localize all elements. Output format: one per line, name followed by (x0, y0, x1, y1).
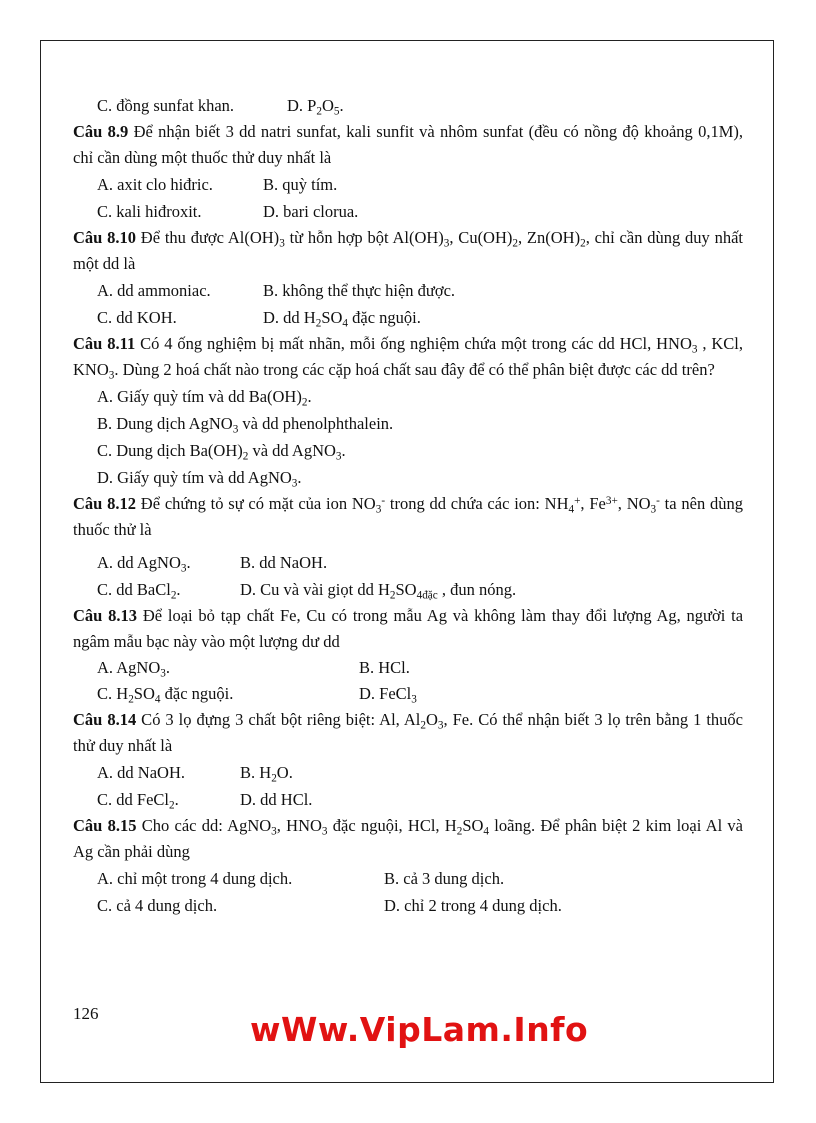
option-d: D. dd $H_2SO_4$ đặc nguội. (263, 308, 421, 330)
option-c: C. $H_2SO_4$ đặc nguội. (97, 684, 234, 706)
option-c: C. dd FeCl$_2$. (97, 790, 179, 812)
question-8-13 (73, 603, 743, 655)
option-b: B. dd NaOH. (240, 553, 328, 572)
option-d: D. chỉ 2 trong 4 dung dịch. (384, 896, 562, 915)
option-row (73, 277, 743, 304)
question-8-10: Câu 8.10 Để thu được $Al(OH)_3$ từ hỗn hợp bột $Al(OH)_3$, $Cu(OH)_2$, $Zn(OH)_2$, chỉ cần dùng duy nhất một dd là (73, 228, 744, 273)
option-a: A. chỉ một trong 4 dung dịch. (97, 869, 293, 888)
question-8-11: Câu 8.11 Có 4 ống nghiệm bị mất nhãn, mỗi ống nghiệm chứa một trong các dd HCl, $HNO_3$ , KCl, $KNO_3$. Dùng 2 hoá chất nào trong các cặp hoá chất sau đây để có thể phân biệt được các dd trên? (73, 334, 743, 382)
option-row (73, 786, 743, 813)
option-row (73, 655, 743, 681)
option-c: C. dd BaCl$_2$. (97, 580, 181, 602)
option-d: D. $P_2O_5$. (287, 96, 344, 118)
option-row (73, 576, 743, 603)
option-a: A. axit clo hiđric. (97, 175, 213, 194)
question-8-9 (73, 119, 743, 171)
option-c: C. cả 4 dung dịch. (97, 896, 218, 915)
option-d: D. Giấy quỳ tím và dd AgNO$_3$. (97, 468, 302, 490)
option-row (73, 759, 743, 786)
option-row (73, 198, 743, 225)
option-b: B. Dung dịch AgNO$_3$ và dd phenolphthalein. (97, 414, 394, 436)
option-b: B. HCl. (359, 658, 410, 677)
option-c: C. kali hiđroxit. (97, 202, 202, 221)
option-row (73, 681, 743, 707)
page-number: 126 (73, 1004, 99, 1023)
question-number: Câu 8.13 (73, 606, 138, 625)
option-b: B. không thể thực hiện được. (263, 281, 456, 300)
option-c: C. dd KOH. (97, 308, 177, 327)
question-8-14: Câu 8.14 Có 3 lọ đựng 3 chất bột riêng biệt: Al, $Al_2O_3$, Fe. Có thể nhận biết 3 lọ trên bằng 1 thuốc thử duy nhất là (73, 710, 743, 755)
page-content (73, 92, 743, 919)
option-a: A. Giấy quỳ tím và dd $Ba(OH)_2$. (97, 387, 312, 409)
option-row (73, 892, 743, 919)
option-a: A. AgNO$_3$. (97, 658, 170, 680)
question-number: Câu 8.14 (73, 710, 137, 729)
question-number: Câu 8.15 (73, 816, 137, 835)
question-number: Câu 8.12 (73, 494, 137, 513)
question-8-12: Câu 8.12 Để chứng tỏ sự có mặt của ion $NO_3^-$ trong dd chứa các ion: $NH_4^+$, $Fe^{3+}$, $NO_3^-$ ta nên dùng thuốc thử là (73, 494, 743, 539)
option-row (73, 171, 743, 198)
option-row (73, 304, 743, 331)
option-d: D. Cu và vài giọt dd $H_2SO_{4đặc}$ , đun nóng. (240, 580, 517, 602)
option-b: B. quỳ tím. (263, 175, 338, 194)
option-a: A. dd NaOH. (97, 763, 185, 782)
option-row (73, 865, 743, 892)
question-number: Câu 8.9 (73, 122, 129, 141)
option-b: B. $H_2O$. (240, 763, 293, 785)
option-c: C. Dung dịch $Ba(OH)_2$ và dd AgNO$_3$. (97, 441, 346, 463)
option-row (73, 549, 743, 576)
question-number: Câu 8.10 (73, 228, 137, 247)
option-row (73, 92, 743, 119)
watermark-logo: wWw.VipLam.Info (250, 1010, 589, 1049)
option-d: D. FeCl$_3$ (359, 684, 417, 706)
option-a: A. dd ammoniac. (97, 281, 211, 300)
question-stem: Để loại bỏ tạp chất Fe, Cu có trong mẫu Ag và không làm thay đổi lượng Ag, người ta ngâm mẫu bạc này vào một lượng dư dd (73, 606, 744, 651)
question-number: Câu 8.11 (73, 334, 136, 353)
option-a: A. dd AgNO$_3$. (97, 553, 191, 575)
option-c: C. đồng sunfat khan. (97, 96, 235, 115)
option-d: D. bari clorua. (263, 202, 359, 221)
option-d: D. dd HCl. (240, 790, 313, 809)
question-stem: Để nhận biết 3 dd natri sunfat, kali sunfit và nhôm sunfat (đều có nồng độ khoảng 0,1M), chỉ cần dùng một thuốc thử duy nhất là (73, 122, 744, 167)
question-8-15: Câu 8.15 Cho các dd: AgNO$_3$, $HNO_3$ đặc nguội, HCl, $H_2SO_4$ loãng. Để phân biệt 2 kim loại Al và Ag cần phải dùng (73, 816, 744, 861)
option-b: B. cả 3 dung dịch. (384, 869, 505, 888)
